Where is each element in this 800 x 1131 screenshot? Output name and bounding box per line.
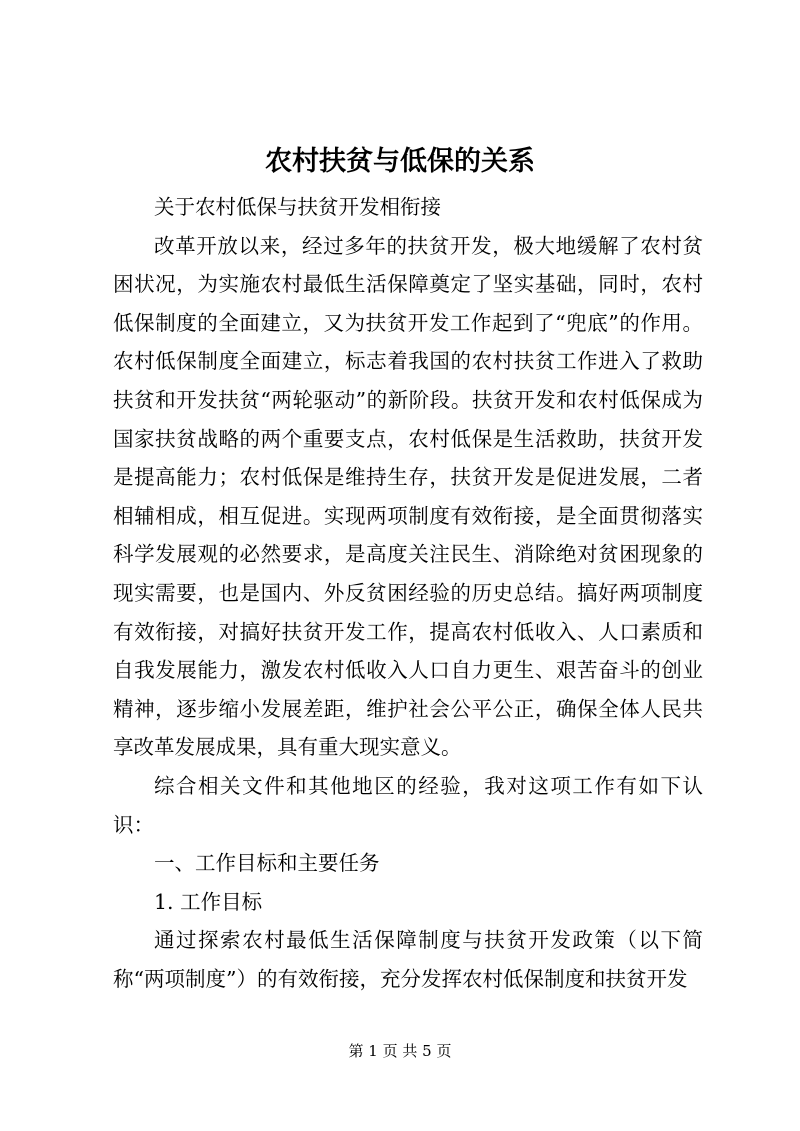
subtitle-paragraph: 关于农村低保与扶贫开发相衔接: [154, 195, 441, 219]
document-body: [113, 188, 703, 998]
page-title: 农村扶贫与低保的关系: [265, 146, 535, 177]
body-paragraph: 通过探索农村最低生活保障制度与扶贫开发政策（以下简称“两项制度”）的有效衔接，充分发挥农村低保制度和扶贫开发: [113, 928, 703, 991]
body-paragraph: 综合相关文件和其他地区的经验，我对这项工作有如下认识：: [113, 773, 703, 837]
page-footer: 第 1 页 共 5 页: [348, 1042, 452, 1060]
subsection-heading: 1. 工作目标: [154, 889, 263, 914]
section-heading: 一、工作目标和主要任务: [154, 851, 380, 876]
body-paragraph: 改革开放以来，经过多年的扶贫开发，极大地缓解了农村贫困状况，为实施农村最低生活保障奠定了坚实基础，同时，农村低保制度的全面建立，又为扶贫开发工作起到了“兜底”的作用。农村低保制度全面建立，标志着我国的农村扶贫工作进入了救助扶贫和开发扶贫“两轮驱动”的新阶段。扶贫开发和农村低保成为国家扶贫战略的两个重要支点，农村低保是生活救助，扶贫开发是提高能力；农村低保是维持生存，扶贫开发是促进发展，二者相辅相成，相互促进。实现两项制度有效衔接，是全面贯彻落实科学发展观的必然要求，是高度关注民生、消除绝对贫困现象的现实需要，也是国内、外反贫困经验的历史总结。搞好两项制度有效衔接，对搞好扶贫开发工作，提高农村低收入、人口素质和自我发展能力，激发农村低收入人口自力更生、艰苦奋斗的创业精神，逐步缩小发展差距，维护社会公平公正，确保全体人民共享改革发展成果，具有重大现实意义。: [113, 233, 703, 760]
